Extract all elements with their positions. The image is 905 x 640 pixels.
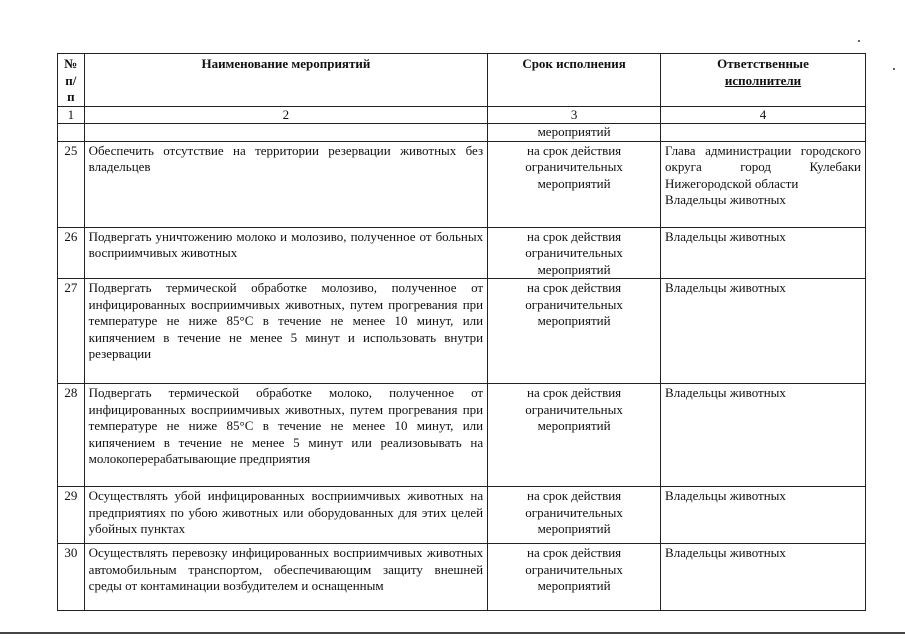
measures-table — [57, 53, 866, 611]
table-row — [58, 279, 866, 384]
measure-term: на срок действия ограничительных мероприятий — [488, 544, 661, 611]
table-row — [58, 227, 866, 279]
index-1: 1 — [58, 106, 85, 124]
measure-responsible: Владельцы животных — [661, 384, 866, 487]
table-row — [58, 544, 866, 611]
continued-row — [58, 124, 866, 142]
continued-term: мероприятий — [488, 124, 661, 142]
table-row — [58, 384, 866, 487]
index-4: 4 — [661, 106, 866, 124]
row-number: 26 — [58, 227, 85, 279]
header-name: Наименование мероприятий — [84, 54, 487, 107]
row-number: 30 — [58, 544, 85, 611]
row-number: 29 — [58, 487, 85, 544]
measure-term: на срок действия ограничительных мероприятий — [488, 384, 661, 487]
measure-responsible: Глава администрации городского округа город Кулебаки Нижегородской области Владельцы животных — [661, 141, 866, 227]
index-3: 3 — [488, 106, 661, 124]
scan-edge-line — [0, 632, 905, 634]
measure-term: на срок действия ограничительных мероприятий — [488, 227, 661, 279]
measure-name: Осуществлять убой инфицированных восприимчивых животных на предприятиях по убою животных или оборудованных для этих целей убойных пунктах — [84, 487, 487, 544]
header-num: № п/п — [58, 54, 85, 107]
measure-name: Подвергать уничтожению молоко и молозиво, полученное от больных восприимчивых животных — [84, 227, 487, 279]
measure-name: Осуществлять перевозку инфицированных восприимчивых животных автомобильным транспортом, обеспечивающим защиту внешней среды от контаминации возбудителем и оснащенным — [84, 544, 487, 611]
table-row — [58, 141, 866, 227]
header-row — [58, 54, 866, 107]
measure-term: на срок действия ограничительных мероприятий — [488, 279, 661, 384]
table-row — [58, 487, 866, 544]
scan-speck — [893, 68, 895, 70]
measure-name: Обеспечить отсутствие на территории резервации животных без владельцев — [84, 141, 487, 227]
measure-term: на срок действия ограничительных мероприятий — [488, 141, 661, 227]
header-resp: Ответственные исполнители — [661, 54, 866, 107]
row-number: 27 — [58, 279, 85, 384]
measure-name: Подвергать термической обработке молозиво, полученное от инфицированных восприимчивых животных, путем прогревания при температуре не ниже 85°С в течение не менее 10 минут, или кипячением в течение не менее 5 минут и использовать внутри резервации — [84, 279, 487, 384]
measure-responsible: Владельцы животных — [661, 487, 866, 544]
row-number: 25 — [58, 141, 85, 227]
measure-responsible: Владельцы животных — [661, 227, 866, 279]
measure-responsible: Владельцы животных — [661, 279, 866, 384]
measure-name: Подвергать термической обработке молоко, полученное от инфицированных восприимчивых животных, путем прогревания при температуре не ниже 85°С в течение не менее 10 минут, или кипячением в течение не менее 5 минут или реализовывать на молокоперерабатывающие предприятия — [84, 384, 487, 487]
header-term: Срок исполнения — [488, 54, 661, 107]
measure-term: на срок действия ограничительных мероприятий — [488, 487, 661, 544]
scan-speck — [858, 40, 860, 42]
column-index-row — [58, 106, 866, 124]
index-2: 2 — [84, 106, 487, 124]
row-number: 28 — [58, 384, 85, 487]
measure-responsible: Владельцы животных — [661, 544, 866, 611]
